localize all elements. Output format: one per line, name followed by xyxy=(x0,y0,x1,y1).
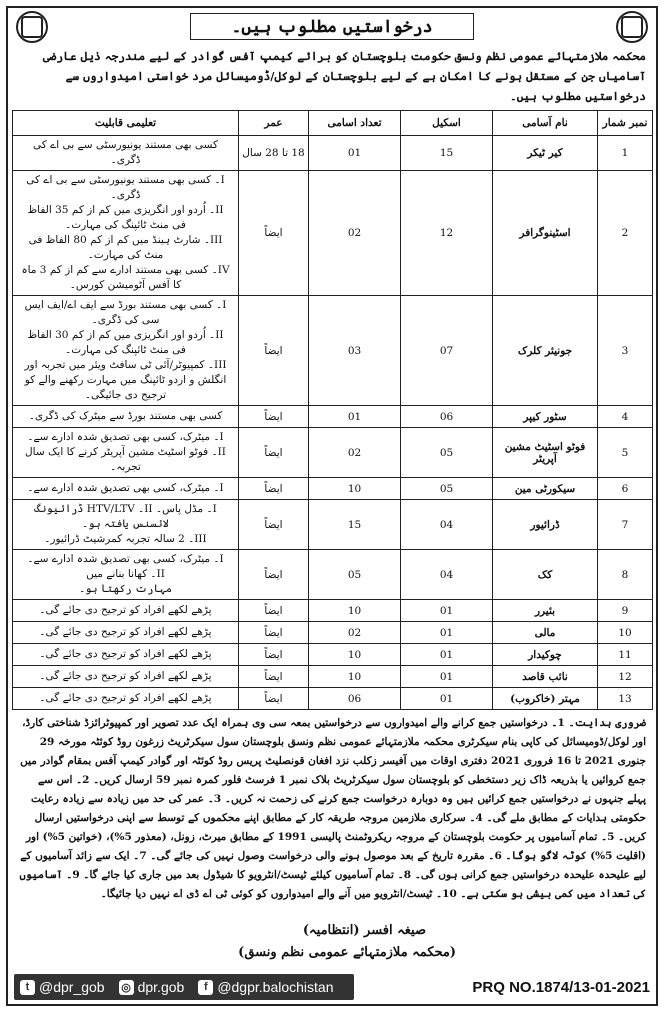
qualification-line: I۔ میٹرک، کسی بھی تصدیق شدہ ادارے سے۔ xyxy=(27,482,224,494)
qualification-line: IV۔ کسی بھی مستند ادارے سے کم از کم 3 ماہ کا آفس آٹومیشن کورس۔ xyxy=(21,264,230,291)
cell-posts: 10 xyxy=(309,478,401,500)
table-row xyxy=(13,600,653,622)
table-header-row xyxy=(13,111,653,136)
qualification-line: کسی بھی مستند یونیورسٹی سے بی اے کی ڈگری۔ xyxy=(33,139,218,166)
intro-text: محکمہ ملازمتہائے عمومی نظم ونسق حکومت بلوچستان کو برائے کیمپ آفس گوادر کے لیے مندرجہ ذیل عارضی آسامیاں جن کے مستقل ہونے کا امکان ہے کے لیے بلوچستان کے لوکل/ڈومیسائل مرد خواستی امیدواروں سے درخواستیں مطلوب ہیں۔ xyxy=(42,49,646,103)
twitter-link[interactable] xyxy=(20,979,105,995)
cell-post-name: اسٹینوگرافر xyxy=(493,171,598,296)
cell-scale: 12 xyxy=(401,171,493,296)
cell-age: ایضاً xyxy=(239,600,309,622)
cell-post-name: سٹور کیپر xyxy=(493,406,598,428)
qualification-line: II۔ فوٹو اسٹیٹ مشین آپریٹر کرنے کا ایک سال تجربہ۔ xyxy=(25,446,226,473)
cell-age: ایضاً xyxy=(239,478,309,500)
cell-posts: 01 xyxy=(309,406,401,428)
qualification-line: پڑھے لکھے افراد کو ترجیح دی جائے گی۔ xyxy=(39,670,212,682)
cell-post-name: نائب قاصد xyxy=(493,666,598,688)
cell-serial: 10 xyxy=(598,622,653,644)
cell-serial: 13 xyxy=(598,688,653,710)
cell-age: ایضاً xyxy=(239,428,309,478)
twitter-handle: @dpr_gob xyxy=(39,979,105,995)
cell-post-name: جونیئر کلرک xyxy=(493,296,598,406)
header-qualification: تعلیمی قابلیت xyxy=(13,111,239,136)
prq-number: PRQ NO.1874/13-01-2021 xyxy=(472,978,650,996)
table-row xyxy=(13,136,653,171)
cell-qualification xyxy=(13,550,239,600)
jobs-table xyxy=(12,110,653,710)
cell-qualification xyxy=(13,600,239,622)
facebook-icon: f xyxy=(198,980,213,995)
cell-post-name: مہتر (خاکروب) xyxy=(493,688,598,710)
table-row xyxy=(13,478,653,500)
table-row xyxy=(13,688,653,710)
instagram-handle: dpr.gob xyxy=(137,979,185,995)
cell-qualification xyxy=(13,171,239,296)
cell-posts: 02 xyxy=(309,171,401,296)
qualification-line: III۔ شارٹ ہینڈ میں کم از کم 80 الفاظ فی منٹ کی مہارت۔ xyxy=(28,234,223,261)
cell-age: ایضاً xyxy=(239,406,309,428)
cell-posts: 05 xyxy=(309,550,401,600)
cell-age: ایضاً xyxy=(239,622,309,644)
page-title: درخواستیں مطلوب ہیں۔ xyxy=(190,13,473,40)
cell-scale: 05 xyxy=(401,478,493,500)
table-row xyxy=(13,622,653,644)
instagram-icon: ◎ xyxy=(119,980,134,995)
social-links xyxy=(14,974,354,1000)
cell-age: ایضاً xyxy=(239,500,309,550)
cell-post-name: مالی xyxy=(493,622,598,644)
qualification-line: III۔ کمپیوٹر/آئی ٹی سافٹ ویئر میں تجربہ اور انگلش و اردو ٹائپنگ میں مہارت رکھنے والے کو ترجیح دی جائیگی۔ xyxy=(24,359,227,401)
cell-scale: 01 xyxy=(401,622,493,644)
header xyxy=(8,8,656,44)
cell-posts: 06 xyxy=(309,688,401,710)
cell-posts: 15 xyxy=(309,500,401,550)
cell-qualification xyxy=(13,666,239,688)
cell-post-name: چوکیدار xyxy=(493,644,598,666)
cell-posts: 10 xyxy=(309,600,401,622)
table-row xyxy=(13,171,653,296)
cell-qualification xyxy=(13,622,239,644)
qualification-line: پڑھے لکھے افراد کو ترجیح دی جائے گی۔ xyxy=(39,648,212,660)
table-row xyxy=(13,500,653,550)
qualification-line: پڑھے لکھے افراد کو ترجیح دی جائے گی۔ xyxy=(39,626,212,638)
table-row xyxy=(13,428,653,478)
table-row xyxy=(13,550,653,600)
qualification-line: مہارت رکھتا ہو۔ xyxy=(79,583,172,595)
table-row xyxy=(13,296,653,406)
cell-posts: 02 xyxy=(309,622,401,644)
header-scale: اسکیل xyxy=(401,111,493,136)
signature-department: (محکمہ ملازمتہائے عمومی نظم ونسق) xyxy=(238,945,456,960)
cell-serial: 12 xyxy=(598,666,653,688)
qualification-line: I۔ مڈل پاس۔ II۔ HTV/LTV ڈرائیونگ لائسنس یافتہ ہو۔ xyxy=(34,503,217,530)
qualification-line: I۔ کسی بھی مستند بورڈ سے ایف اے/ایف ایس سی کی ڈگری۔ xyxy=(24,299,227,326)
cell-age: 18 تا 28 سال xyxy=(239,136,309,171)
qualification-line: III۔ 2 سالہ تجربہ کمرشیٹ ڈرائیور۔ xyxy=(44,533,207,545)
qualification-line: پڑھے لکھے افراد کو ترجیح دی جائے گی۔ xyxy=(39,692,212,704)
cell-age: ایضاً xyxy=(239,550,309,600)
cell-scale: 15 xyxy=(401,136,493,171)
cell-serial: 9 xyxy=(598,600,653,622)
cell-qualification xyxy=(13,136,239,171)
cell-scale: 07 xyxy=(401,296,493,406)
cell-scale: 05 xyxy=(401,428,493,478)
cell-post-name: کیر ٹیکر xyxy=(493,136,598,171)
cell-post-name: فوٹو اسٹیٹ مشین آپریٹر xyxy=(493,428,598,478)
cell-serial: 6 xyxy=(598,478,653,500)
qualification-line: I۔ میٹرک، کسی بھی تصدیق شدہ ادارے سے۔ II۔ کھانا بنانے میں xyxy=(27,553,224,580)
qualification-line: II۔ اُردو اور انگریزی میں کم از کم 30 الفاظ فی منٹ ٹائپنگ کی مہارت۔ xyxy=(27,329,224,356)
cell-serial: 5 xyxy=(598,428,653,478)
header-posts: تعداد اسامی xyxy=(309,111,401,136)
cell-scale: 01 xyxy=(401,688,493,710)
cell-scale: 01 xyxy=(401,644,493,666)
header-age: عمر xyxy=(239,111,309,136)
cell-posts: 10 xyxy=(309,644,401,666)
instagram-link[interactable] xyxy=(119,979,185,995)
cell-post-name: کک xyxy=(493,550,598,600)
cell-qualification xyxy=(13,644,239,666)
cell-post-name: ڈرائیور xyxy=(493,500,598,550)
cell-qualification xyxy=(13,478,239,500)
cell-scale: 04 xyxy=(401,500,493,550)
cell-qualification xyxy=(13,500,239,550)
cell-qualification xyxy=(13,428,239,478)
facebook-link[interactable] xyxy=(198,979,333,995)
balochistan-emblem-right-icon xyxy=(616,11,648,43)
signature-title: صیغہ افسر (انتظامیہ) xyxy=(302,923,426,938)
qualification-line: I۔ کسی بھی مستند یونیورسٹی سے بی اے کی ڈگری۔ xyxy=(26,174,225,201)
cell-serial: 4 xyxy=(598,406,653,428)
cell-serial: 1 xyxy=(598,136,653,171)
cell-qualification xyxy=(13,296,239,406)
table-row xyxy=(13,644,653,666)
advertisement-page xyxy=(6,6,658,1006)
header-post-name: نام آسامی xyxy=(493,111,598,136)
cell-serial: 2 xyxy=(598,171,653,296)
cell-age: ایضاً xyxy=(239,644,309,666)
social-bar xyxy=(8,970,656,1004)
qualification-line: I۔ میٹرک، کسی بھی تصدیق شدہ ادارے سے۔ xyxy=(27,431,224,443)
cell-age: ایضاً xyxy=(239,666,309,688)
instructions-text: ضروری ہدایت۔ 1۔ درخواستیں جمع کرانے والے امیدواروں سے درخواستیں بمعہ سی وی ہمراہ ایک عدد تصویر اور کمپیوٹرائزڈ شناختی کارڈ، اور لوکل/ڈومیسائل کی کاپی بنام سیکرٹری محکمہ ملازمتہائے عمومی نظم ونسق بلوچستان سول سیکرٹریٹ زرغون روڈ کوئٹہ مورخہ 29 جنوری 2021 تا 16 فروری 2021 دفتری اوقات میں آفیسر زکلب نزد افغان قونصلیٹ پریس روڈ کوئٹہ اور گوادر کیمپ آفس بمقام گوادر میں جمع کروائیں یا بذریعہ ڈاک زیر دستخطی کو بلوچستان سول سیکرٹریٹ بلاک نمبر 1 فرسٹ فلور کمرہ نمبر 59 ارسال کریں۔ 2۔ اس سے پہلے جنہوں نے درخواستیں جمع کرائیں ہیں وہ دوبارہ درخواست جمع کرنے کی زحمت نہ کریں۔ 3۔ عمر کی حد میں زیادہ سے زیادہ رعایت حکومتی ہدایات کے مطابق ملے گی۔ 4۔ سرکاری ملازمین مروجہ طریقہ کار کے مطابق اپنے محکموں کے توسط سے اپنی درخواستیں ارسال کریں۔ 5۔ تمام آسامیوں پر حکومت بلوچستان کے مروجہ ریکروٹمنٹ پالیسی 1991 کے مطابق میرٹ، زونل، (معذور 5%)، (خواتین 5%) اور (اقلیت 5%) کوٹہ لاگو ہوگا۔ 6۔ مقررہ تاریخ کے بعد موصول ہونے والی درخواست وصول نہیں کی جائے گی۔ 7۔ ایک سے زائد آسامیوں کے لیے علیحدہ علیحدہ درخواستیں جمع کرانی ہوں گی۔ 8۔ تمام آسامیوں کیلئے ٹیسٹ/انٹرویو کا شیڈول بعد میں جاری کیا جائے گا۔ 9۔ آسامیوں کی تعداد میں کمی بیشی ہو سکتی ہے۔ 10۔ ٹیسٹ/انٹرویو میں آنے والے امیدواروں کو کوئی ٹی اے ڈی اے نہیں دیا جائیگا۔ xyxy=(19,717,646,900)
twitter-icon: t xyxy=(20,980,35,995)
cell-age: ایضاً xyxy=(239,688,309,710)
cell-scale: 01 xyxy=(401,600,493,622)
cell-posts: 01 xyxy=(309,136,401,171)
cell-qualification xyxy=(13,688,239,710)
cell-scale: 04 xyxy=(401,550,493,600)
cell-scale: 06 xyxy=(401,406,493,428)
table-row xyxy=(13,666,653,688)
cell-qualification xyxy=(13,406,239,428)
header-serial: نمبر شمار xyxy=(598,111,653,136)
facebook-handle: @dgpr.balochistan xyxy=(217,979,334,995)
cell-post-name: بئیرر xyxy=(493,600,598,622)
cell-age: ایضاً xyxy=(239,171,309,296)
qualification-line: کسی بھی مستند بورڈ سے میٹرک کی ڈگری۔ xyxy=(28,410,223,422)
cell-age: ایضاً xyxy=(239,296,309,406)
cell-serial: 11 xyxy=(598,644,653,666)
cell-post-name: سیکورٹی مین xyxy=(493,478,598,500)
cell-serial: 8 xyxy=(598,550,653,600)
table-row xyxy=(13,406,653,428)
qualification-line: پڑھے لکھے افراد کو ترجیح دی جائے گی۔ xyxy=(39,604,212,616)
cell-serial: 3 xyxy=(598,296,653,406)
cell-posts: 03 xyxy=(309,296,401,406)
cell-posts: 02 xyxy=(309,428,401,478)
qualification-line: II۔ اُردو اور انگریزی میں کم از کم 35 الفاظ فی منٹ ٹائپنگ کی مہارت۔ xyxy=(27,204,224,231)
cell-serial: 7 xyxy=(598,500,653,550)
balochistan-emblem-left-icon xyxy=(16,11,48,43)
cell-scale: 01 xyxy=(401,666,493,688)
cell-posts: 10 xyxy=(309,666,401,688)
